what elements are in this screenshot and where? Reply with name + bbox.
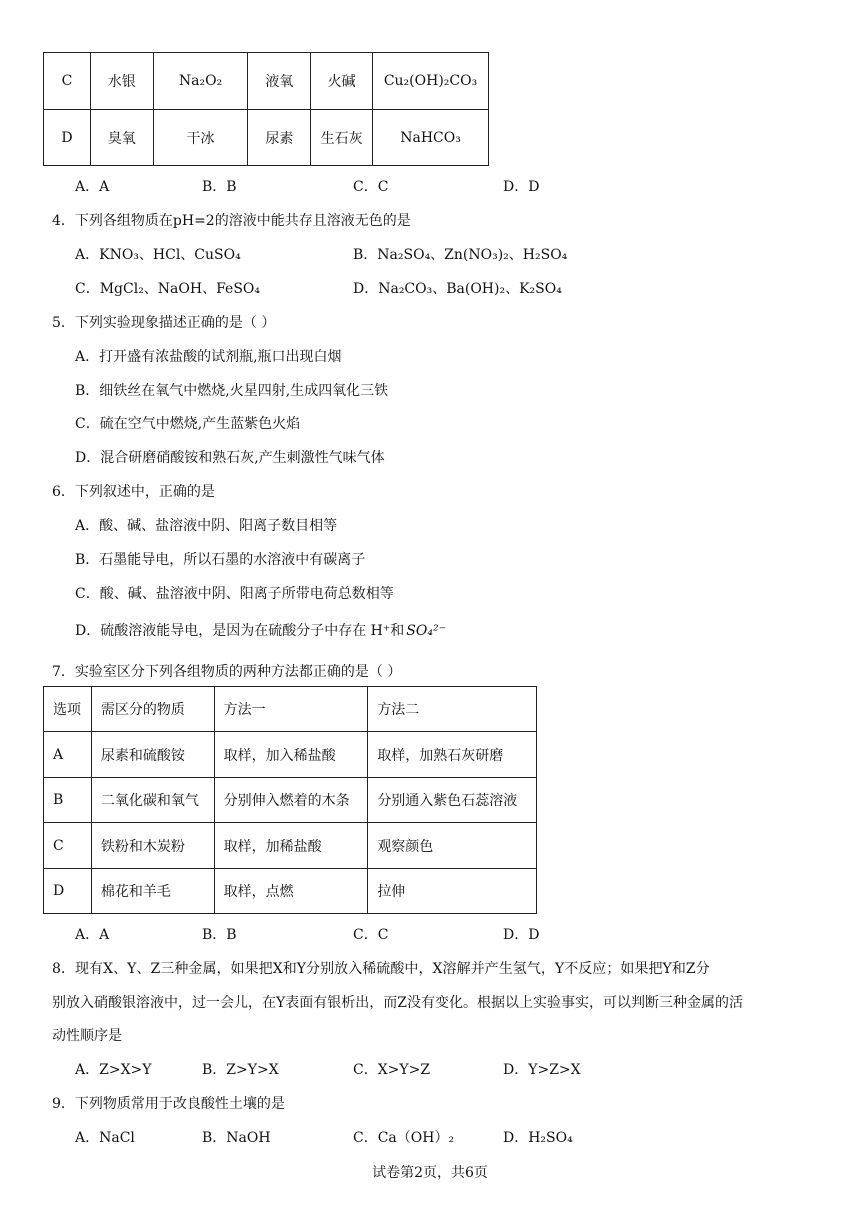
table-header-cell: 需区分的物质	[91, 687, 214, 732]
table-cell: C	[44, 823, 92, 869]
q4-option-d: D．Na₂CO₃、Ba(OH)₂、K₂SO₄	[353, 281, 562, 297]
table-cell: 分别通入紫色石蕊溶液	[368, 778, 537, 823]
q8-line-2: 别放入硝酸银溶液中，过一会儿，在Y表面有银析出，而Z没有变化。根据以上实验事实，可以判断三种金属的活	[52, 995, 743, 1011]
q4-option-a: A．KNO₃、HCl、CuSO₄	[75, 247, 241, 263]
q8-option-c: C．X>Y>Z	[353, 1062, 431, 1078]
table-cell: 生石灰	[311, 110, 373, 166]
table-cell: 二氧化碳和氧气	[91, 778, 214, 823]
table-cell: 铁粉和木炭粉	[91, 823, 214, 869]
q7-option-b: B．B	[202, 927, 237, 943]
table-cell: Cu₂(OH)₂CO₃	[373, 53, 489, 110]
table-row	[44, 778, 537, 823]
table-cell: D	[44, 869, 92, 914]
table-cell: D	[44, 110, 91, 166]
table-cell: B	[44, 778, 92, 823]
q9-option-a: A．NaCl	[75, 1130, 135, 1146]
q8-option-d: D．Y>Z>X	[503, 1062, 581, 1078]
q8-line-1: 8．现有X、Y、Z三种金属，如果把X和Y分别放入稀硫酸中，X溶解并产生氢气，Y不反应；如果把Y和Z分	[52, 961, 710, 977]
table-cell: 干冰	[153, 110, 248, 166]
table-row	[44, 110, 489, 166]
q9-stem: 9．下列物质常用于改良酸性土壤的是	[52, 1096, 285, 1112]
q4-option-c: C．MgCl₂、NaOH、FeSO₄	[75, 281, 261, 297]
q5-option-c: C．硫在空气中燃烧,产生蓝紫色火焰	[75, 416, 301, 432]
q8-line-3: 动性顺序是	[52, 1028, 122, 1044]
q5-stem: 5．下列实验现象描述正确的是（ ）	[52, 315, 276, 331]
q3-option-d: D．D	[503, 179, 540, 195]
table-cell: A	[44, 732, 92, 778]
q3-table	[43, 52, 489, 166]
q9-option-b: B．NaOH	[202, 1130, 271, 1146]
q6-option-d-text: D．硫酸溶液能导电，是因为在硫酸分子中存在 H⁺和	[75, 623, 405, 639]
table-cell: 尿素和硫酸铵	[91, 732, 214, 778]
table-cell: C	[44, 53, 91, 110]
q6-stem: 6．下列叙述中，正确的是	[52, 484, 215, 500]
table-cell: 尿素	[248, 110, 311, 166]
q6-option-d	[75, 620, 446, 640]
table-cell: 水银	[90, 53, 153, 110]
table-row	[44, 53, 489, 110]
q7-option-a: A．A	[75, 927, 110, 943]
table-header-cell: 选项	[44, 687, 92, 732]
table-cell: 取样，加熟石灰研磨	[368, 732, 537, 778]
table-cell: 棉花和羊毛	[91, 869, 214, 914]
q8-option-a: A．Z>X>Y	[75, 1062, 152, 1078]
q7-option-c: C．C	[353, 927, 389, 943]
q5-option-d: D．混合研磨硝酸铵和熟石灰,产生刺激性气味气体	[75, 450, 385, 466]
q9-option-c: C．Ca（OH）₂	[353, 1130, 455, 1146]
table-header-cell: 方法一	[214, 687, 368, 732]
table-cell: Na₂O₂	[153, 53, 248, 110]
q6-option-b: B．石墨能导电，所以石墨的水溶液中有碳离子	[75, 552, 366, 568]
table-cell: 取样，加稀盐酸	[214, 823, 368, 869]
q6-option-c: C．酸、碱、盐溶液中阴、阳离子所带电荷总数相等	[75, 586, 394, 602]
q7-table	[43, 686, 537, 914]
q3-option-c: C．C	[353, 179, 389, 195]
table-cell: 观察颜色	[368, 823, 537, 869]
q7-option-d: D．D	[503, 927, 540, 943]
table-cell: 取样，点燃	[214, 869, 368, 914]
table-header-row	[44, 687, 537, 732]
table-cell: 液氧	[248, 53, 311, 110]
q5-option-b: B．细铁丝在氧气中燃烧,火星四射,生成四氧化三铁	[75, 383, 389, 399]
table-header-cell: 方法二	[368, 687, 537, 732]
q3-option-a: A．A	[75, 179, 110, 195]
q7-stem: 7．实验室区分下列各组物质的两种方法都正确的是（ ）	[52, 664, 402, 680]
table-cell: 臭氧	[90, 110, 153, 166]
table-cell: NaHCO₃	[373, 110, 489, 166]
q8-option-b: B．Z>Y>X	[202, 1062, 279, 1078]
q6-option-a: A．酸、碱、盐溶液中阴、阳离子数目相等	[75, 518, 338, 534]
table-cell: 分别伸入燃着的木条	[214, 778, 368, 823]
page-footer: 试卷第2页，共6页	[372, 1165, 488, 1181]
sulfate-ion: SO₄²⁻	[406, 623, 446, 639]
q4-stem: 4．下列各组物质在pH=2的溶液中能共存且溶液无色的是	[52, 213, 411, 229]
table-cell: 拉伸	[368, 869, 537, 914]
table-row	[44, 869, 537, 914]
table-cell: 火碱	[311, 53, 373, 110]
table-row	[44, 732, 537, 778]
table-cell: 取样，加入稀盐酸	[214, 732, 368, 778]
q4-option-b: B．Na₂SO₄、Zn(NO₃)₂、H₂SO₄	[353, 247, 568, 263]
q9-option-d: D．H₂SO₄	[503, 1130, 573, 1146]
q5-option-a: A．打开盛有浓盐酸的试剂瓶,瓶口出现白烟	[75, 349, 342, 365]
table-row	[44, 823, 537, 869]
q3-option-b: B．B	[202, 179, 237, 195]
